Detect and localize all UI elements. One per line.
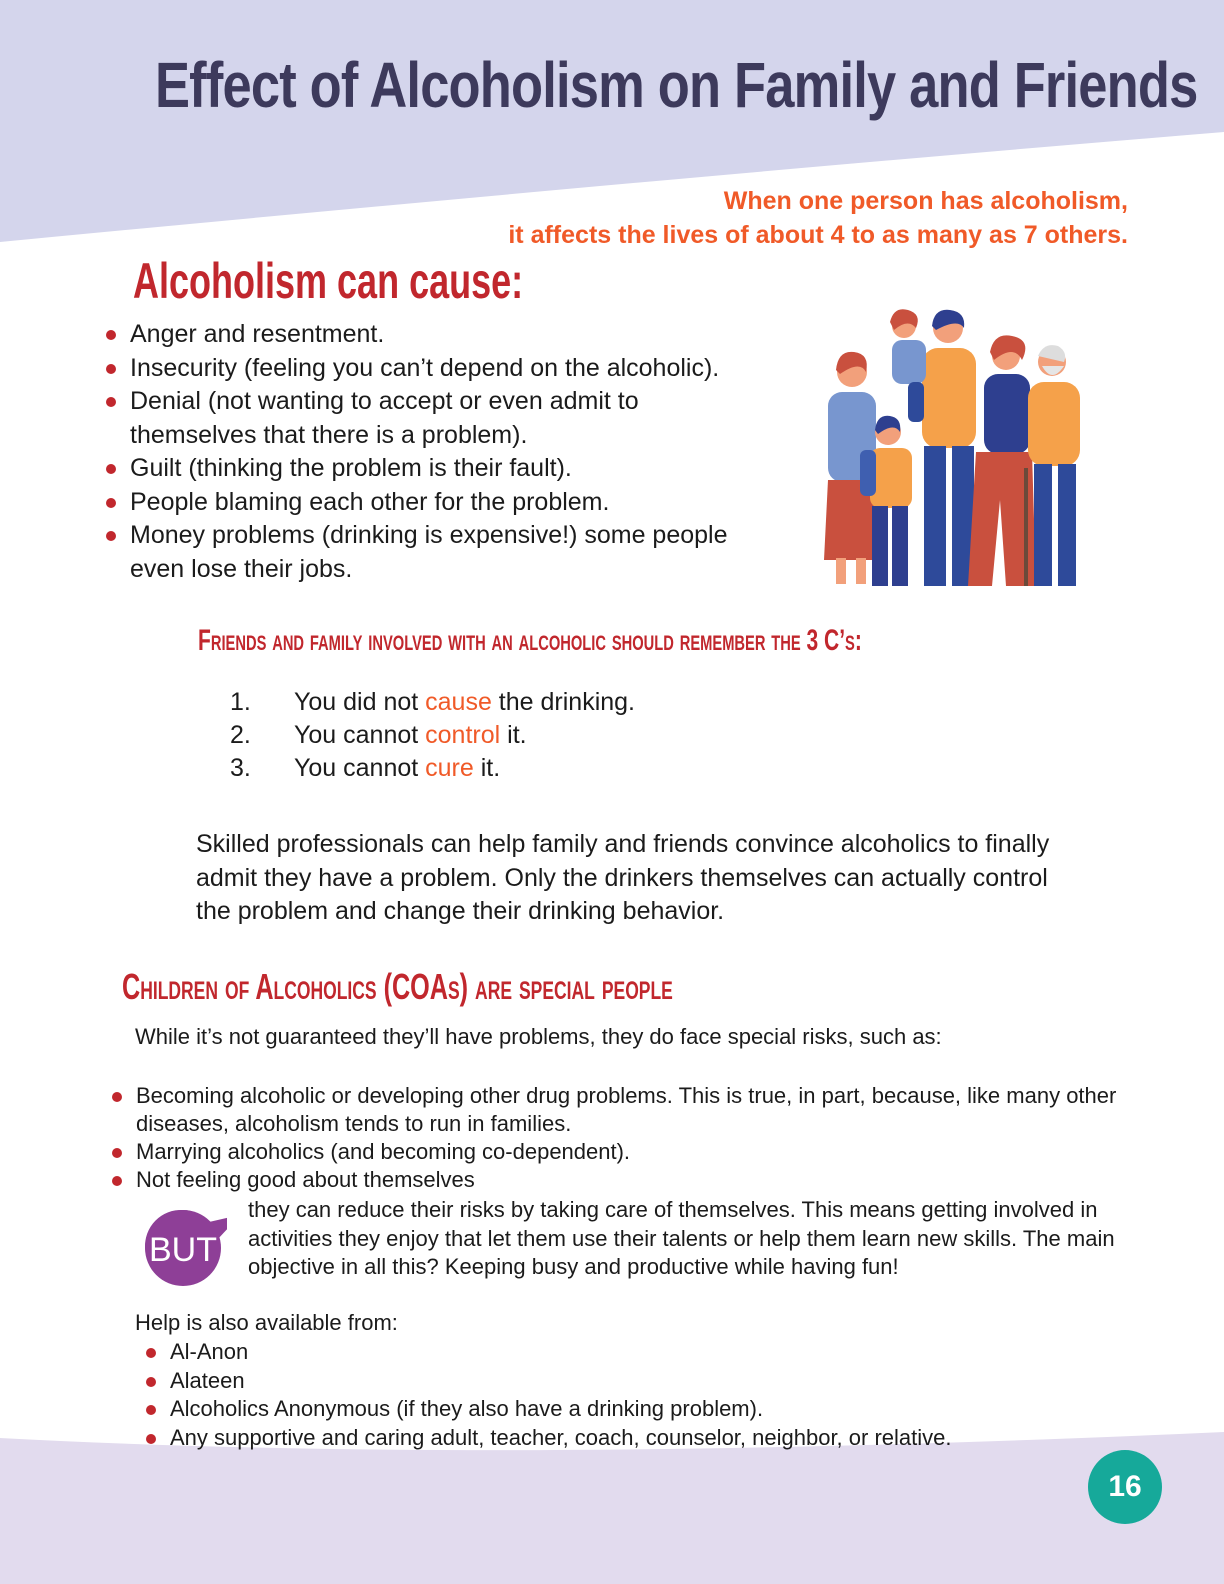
list-item: 1. You did not cause the drinking.: [230, 688, 635, 716]
help-list: [146, 1338, 1046, 1452]
list-item: Insecurity (feeling you can’t depend on the alcoholic).: [106, 352, 766, 386]
coa-heading: Children of Alcoholics (COAs) are special people: [122, 966, 673, 1007]
list-item: Alateen: [146, 1367, 1046, 1396]
keyword-highlight: control: [425, 721, 501, 749]
list-item: Denial (not wanting to accept or even admit to themselves that there is a problem).: [106, 385, 766, 452]
page-number-badge: 16: [1088, 1450, 1162, 1524]
list-item: Money problems (drinking is expensive!) some people even lose their jobs.: [106, 519, 766, 586]
list-item: Guilt (thinking the problem is their fault).: [106, 452, 766, 486]
family-illustration: [800, 300, 1100, 600]
list-item: Becoming alcoholic or developing other drug problems. This is true, in part, because, like many other diseases, alcoholism tends to run in families.: [112, 1082, 1122, 1138]
list-item: Marrying alcoholics (and becoming co-dependent).: [112, 1138, 1122, 1166]
causes-heading: Alcoholism can cause:: [133, 253, 524, 309]
professionals-paragraph: Skilled professionals can help family and friends convince alcoholics to finally admit they have a problem. Only the drinkers themselves can actually control the problem and change their drinking behavior.: [196, 830, 1050, 925]
statistic-line-2: it affects the lives of about 4 to as many as 7 others.: [508, 221, 1128, 249]
but-label: BUT: [149, 1231, 217, 1269]
list-item: Al-Anon: [146, 1338, 1046, 1367]
list-item: Not feeling good about themselves: [112, 1166, 1122, 1194]
coa-intro: While it’s not guaranteed they’ll have problems, they do face special risks, such as:: [135, 1024, 942, 1049]
list-item: Anger and resentment.: [106, 318, 766, 352]
keyword-highlight: cause: [425, 688, 492, 716]
keyword-highlight: cure: [425, 754, 474, 782]
risks-list: [112, 1082, 1122, 1194]
but-speech-bubble: [143, 1204, 227, 1288]
list-item: Alcoholics Anonymous (if they also have a drinking problem).: [146, 1395, 1046, 1424]
causes-list: [106, 318, 766, 586]
list-item: People blaming each other for the problem.: [106, 486, 766, 520]
list-item: 2. You cannot control it.: [230, 721, 527, 749]
list-item: 3. You cannot cure it.: [230, 754, 501, 782]
help-heading: Help is also available from:: [135, 1310, 398, 1335]
but-paragraph: they can reduce their risks by taking care of themselves. This means getting involved in activities they enjoy that let them use their talents or help them learn new skills. The main objective in all this? Keeping busy and productive while having fun!: [248, 1197, 1115, 1279]
three-cs-list: [230, 686, 635, 785]
statistic-callout: [508, 184, 1128, 252]
statistic-line-1: When one person has alcoholism,: [723, 187, 1128, 215]
page-title: Effect of Alcoholism on Family and Friends: [155, 49, 1198, 121]
list-item: Any supportive and caring adult, teacher, coach, counselor, neighbor, or relative.: [146, 1424, 1046, 1453]
three-cs-heading: Friends and family involved with an alcoholic should remember the 3 C’s:: [198, 624, 862, 657]
